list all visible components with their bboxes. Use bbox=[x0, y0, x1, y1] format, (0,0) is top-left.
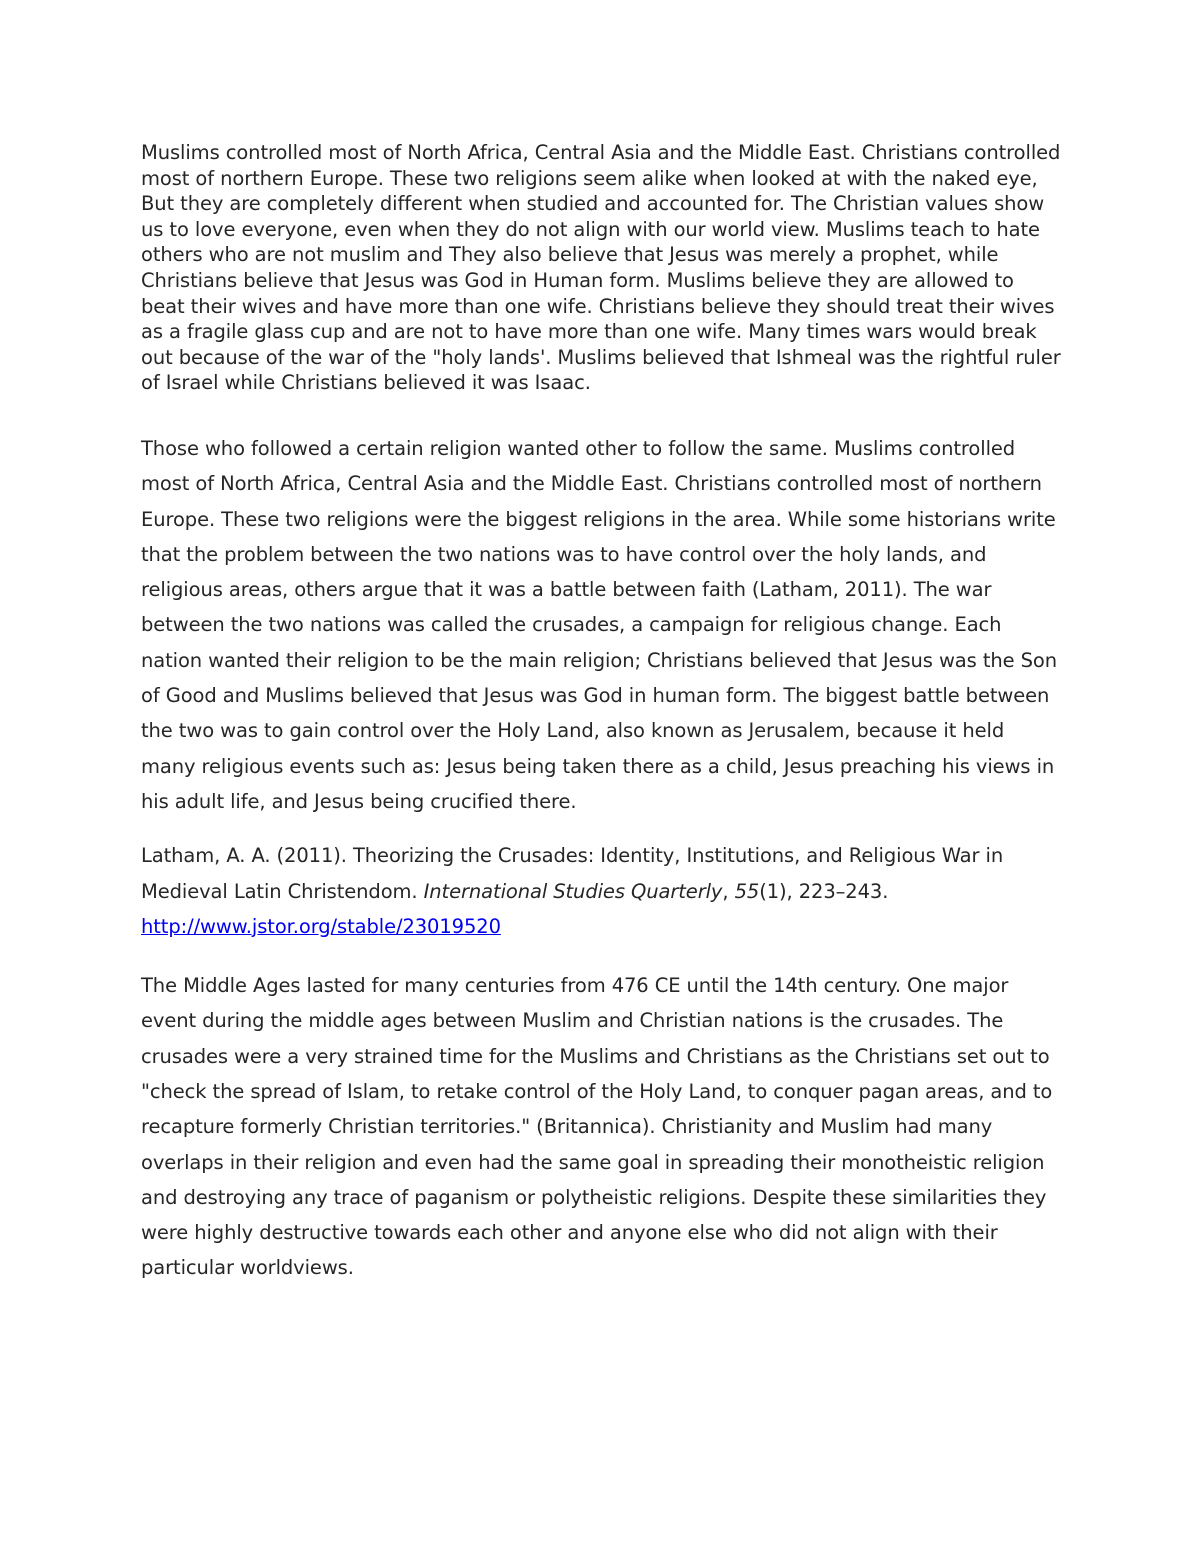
reference-citation bbox=[141, 838, 1061, 944]
paragraph-1: Muslims controlled most of North Africa, Central Asia and the Middle East. Christians controlled most of northern Europe. These two religions seem alike when looked at with the naked eye, But they are completely different when studied and accounted for. The Christian values show us to love everyone, even when they do not align with our world view. Muslims teach to hate others who are not muslim and They also believe that Jesus was merely a prophet, while Christians believe that Jesus was God in Human form. Muslims believe they are allowed to beat their wives and have more than one wife. Christians believe they should treat their wives as a fragile glass cup and are not to have more than one wife. Many times wars would break out because of the war of the "holy lands'. Muslims believed that Ishmeal was the rightful ruler of Israel while Christians believed it was Isaac. bbox=[141, 141, 1061, 395]
reference-volume: 55 bbox=[734, 879, 760, 903]
reference-issue-pages: (1), 223–243. bbox=[759, 879, 889, 903]
paragraph-2: Those who followed a certain religion wanted other to follow the same. Muslims controlled most of North Africa, Central Asia and the Middle East. Christians controlled most of northern Europe. These two religions were the biggest religions in the area. While some historians write that the problem between the two nations was to have control over the holy lands, and religious areas, others argue that it was a battle between faith (Latham, 2011). The war between the two nations was called the crusades, a campaign for religious change. Each nation wanted their religion to be the main religion; Christians believed that Jesus was the Son of Good and Muslims believed that Jesus was God in human form. The biggest battle between the two was to gain control over the Holy Land, also known as Jerusalem, because it held many religious events such as: Jesus being taken there as a child, Jesus preaching his views in his adult life, and Jesus being crucified there. bbox=[141, 436, 1057, 813]
document-body bbox=[141, 140, 1061, 1286]
reference-separator: , bbox=[722, 879, 735, 903]
reference-journal: International Studies Quarterly bbox=[423, 879, 723, 903]
reference-authors-title: Latham, A. A. (2011). Theorizing the Crusades: Identity, Institutions, and Religious War in Medieval Latin Christendom. bbox=[141, 844, 1004, 903]
reference-link[interactable]: http://www.jstor.org/stable/23019520 bbox=[141, 914, 501, 938]
paragraph-4: The Middle Ages lasted for many centuries from 476 CE until the 14th century. One major event during the middle ages between Muslim and Christian nations is the crusades. The crusades were a very strained time for the Muslims and Christians as the Christians set out to "check the spread of Islam, to retake control of the Holy Land, to conquer pagan areas, and to recapture formerly Christian territories." (Britannica). Christianity and Muslim had many overlaps in their religion and even had the same goal in spreading their monotheistic religion and destroying any trace of paganism or polytheistic religions. Despite these similarities they were highly destructive towards each other and anyone else who did not align with their particular worldviews. bbox=[141, 974, 1053, 1280]
